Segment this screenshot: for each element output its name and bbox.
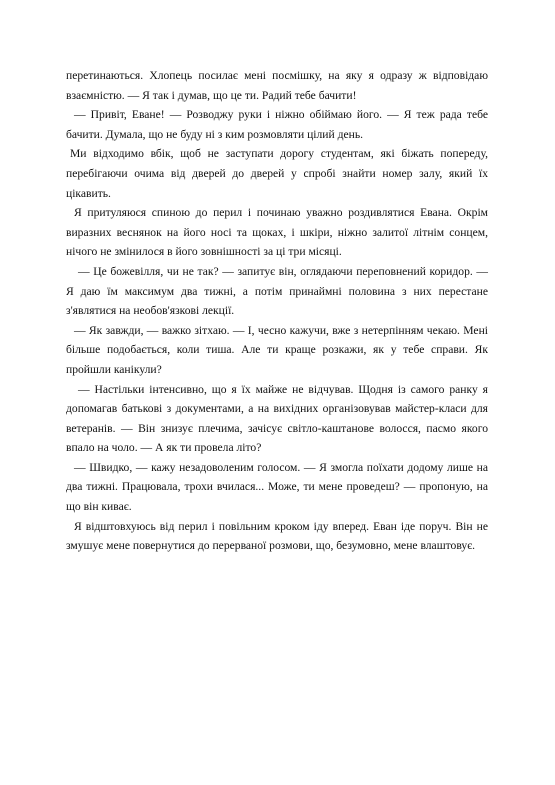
paragraph-9: Я відштовхуюсь від перил і повільним кроком іду вперед. Еван іде поруч. Він не змушує мене повернутися до перерваної розмови, що, безумовно, мене влаштовує.	[66, 519, 488, 553]
paragraph-5: — Це божевілля, чи не так? — запитує він, оглядаючи переповнений коридор. — Я даю їм максимум два тижні, а потім принаймні половина з них перестане з'являтися на необов'язкові лекції.	[66, 264, 488, 318]
paragraph-8: — Швидко, — кажу незадоволеним голосом. — Я змогла поїхати додому лише на два тижні. Працювала, трохи вчилася... Може, ти мене проведеш? — пропоную, на що він киває.	[66, 460, 488, 514]
paragraph-6: — Як завжди, — важко зітхаю. — І, чесно кажучи, вже з нетерпінням чекаю. Мені більше подобається, коли тиша. Але ти краще розкажи, як у тебе справи. Як пройшли канікули?	[66, 323, 488, 376]
paragraph-4: Я притуляюся спиною до перил і починаю уважно роздивлятися Евана. Окрім виразних веснянок на його носі та щоках, і шкіри, ніжно залитої літнім сонцем, нічого не змінилося в його зовнішності за ці три місяці.	[66, 206, 488, 259]
paragraph-3: Ми відходимо вбік, щоб не заступати дорогу студентам, які біжать попереду, перебігаючи очима від дверей до дверей у спробі знайти номер залу, який їх цікавить.	[66, 147, 488, 200]
text-body	[66, 66, 488, 556]
paragraph-7: — Настільки інтенсивно, що я їх майже не відчував. Щодня із самого ранку я допомагав батькові з документами, а на вихідних організовував майстер-класи для ветеранів. — Він знизує плечима, зачісує світло-каштанове волосся, пасмо якого впало на чоло. — А як ти провела літо?	[66, 382, 488, 455]
paragraph-2: — Привіт, Еване! — Розводжу руки і ніжно обіймаю його. — Я теж рада тебе бачити. Думала, що не буду ні з ким розмовляти цілий день.	[66, 108, 488, 141]
paragraph-1: перетинаються. Хлопець посилає мені посмішку, на яку я одразу ж відповідаю взаємністю. — Я так і думав, що це ти. Радий тебе бачити!	[66, 69, 488, 102]
